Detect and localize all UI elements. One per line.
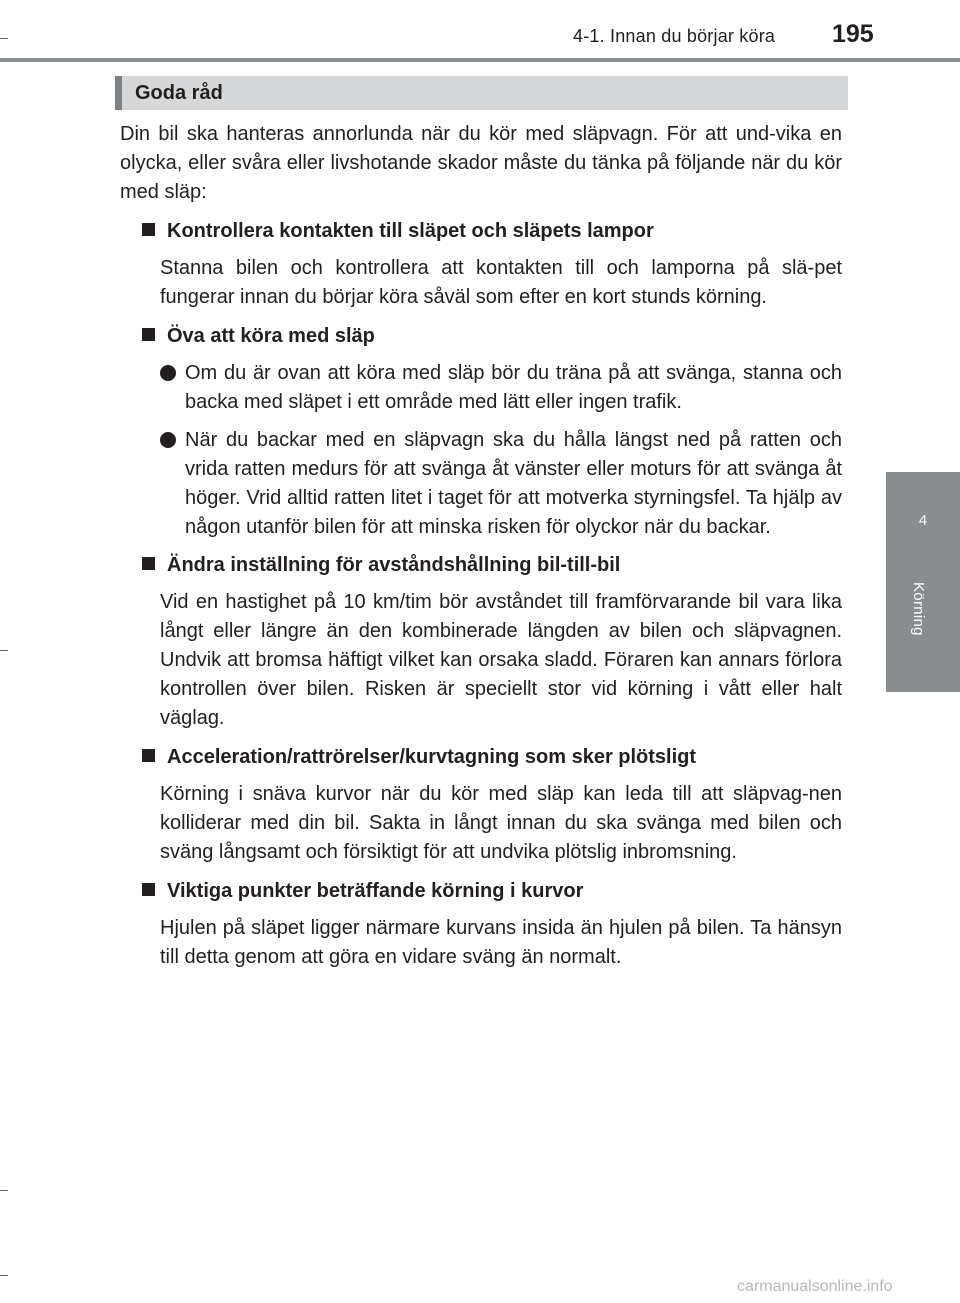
body-content (120, 120, 842, 982)
intro-paragraph: Din bil ska hanteras annorlunda när du kör med släpvagn. För att und-vika en olycka, eller svåra eller livshotande skador måste du tänka på följande när du kör med släp: (120, 123, 842, 203)
section-body: Vid en hastighet på 10 km/tim bör avståndet till framförvarande bil vara lika långt eller längre än den kombinerade längden av bilen och släpvagnen. Undvik att bromsa häftigt vilket kan orsaka sladd. Föraren kan annars förlora kontrollen över bilen. Risken är speciellt stor vid körning i vått eller halt väglag. (160, 591, 842, 729)
square-bullet-icon (142, 557, 155, 570)
chapter-side-tab (886, 472, 960, 692)
section-heading (120, 877, 842, 906)
watermark: carmanualsonline.info (737, 1278, 893, 1295)
square-bullet-icon (142, 749, 155, 762)
tips-heading: Goda råd (135, 82, 223, 104)
crop-mark (0, 1190, 8, 1191)
crop-mark (0, 650, 8, 651)
section-heading (120, 217, 842, 246)
section-body: Hjulen på släpet ligger närmare kurvans insida än hjulen på bilen. Ta hänsyn till detta genom att göra en vidare sväng än normalt. (160, 917, 842, 968)
header-section-title: 4-1. Innan du börjar köra (573, 26, 776, 46)
header-divider (0, 58, 960, 62)
list-item-text: Om du är ovan att köra med släp bör du träna på att svänga, stanna och backa med släpet i ett område med lätt eller ingen trafik. (185, 362, 842, 413)
section-heading (120, 551, 842, 580)
section-body: Körning i snäva kurvor när du kör med släp kan leda till att släpvag-nen kolliderar med din bil. Sakta in långt innan du ska svänga med bilen och sväng långsamt och försiktigt för att undvika plötslig inbromsning. (160, 783, 842, 863)
square-bullet-icon (142, 223, 155, 236)
crop-mark (0, 1275, 8, 1276)
chapter-label: Körning (910, 582, 927, 636)
square-bullet-icon (142, 883, 155, 896)
section-heading (120, 743, 842, 772)
page-number: 195 (832, 20, 874, 48)
section-body: Stanna bilen och kontrollera att kontakten till och lamporna på slä-pet fungerar innan du börjar köra såväl som efter en kort stunds körning. (160, 257, 842, 308)
list-item (160, 359, 842, 417)
crop-mark (0, 38, 8, 39)
section-title: Öva att köra med släp (167, 325, 375, 347)
list-item-text: När du backar med en släpvagn ska du hålla längst ned på ratten och vrida ratten medurs för att svänga åt vänster eller moturs för att svänga åt höger. Vrid alltid ratten litet i taget för att motverka styrningsfel. Ta hjälp av någon utanför bilen för att minska risken för olyckor när du backar. (185, 429, 842, 538)
round-bullet-icon (160, 365, 176, 381)
section-heading (120, 322, 842, 351)
heading-accent-bar (115, 76, 122, 110)
section-title: Acceleration/rattrörelser/kurvtagning som sker plötsligt (167, 746, 697, 768)
chapter-number: 4 (918, 512, 928, 529)
section-title: Ändra inställning för avståndshållning bil-till-bil (167, 554, 621, 576)
tips-heading-box (115, 76, 848, 110)
section-title: Viktiga punkter beträffande körning i kurvor (167, 880, 584, 902)
list-item (160, 426, 842, 542)
round-bullet-icon (160, 432, 176, 448)
section-title: Kontrollera kontakten till släpet och släpets lampor (167, 220, 654, 242)
square-bullet-icon (142, 328, 155, 341)
